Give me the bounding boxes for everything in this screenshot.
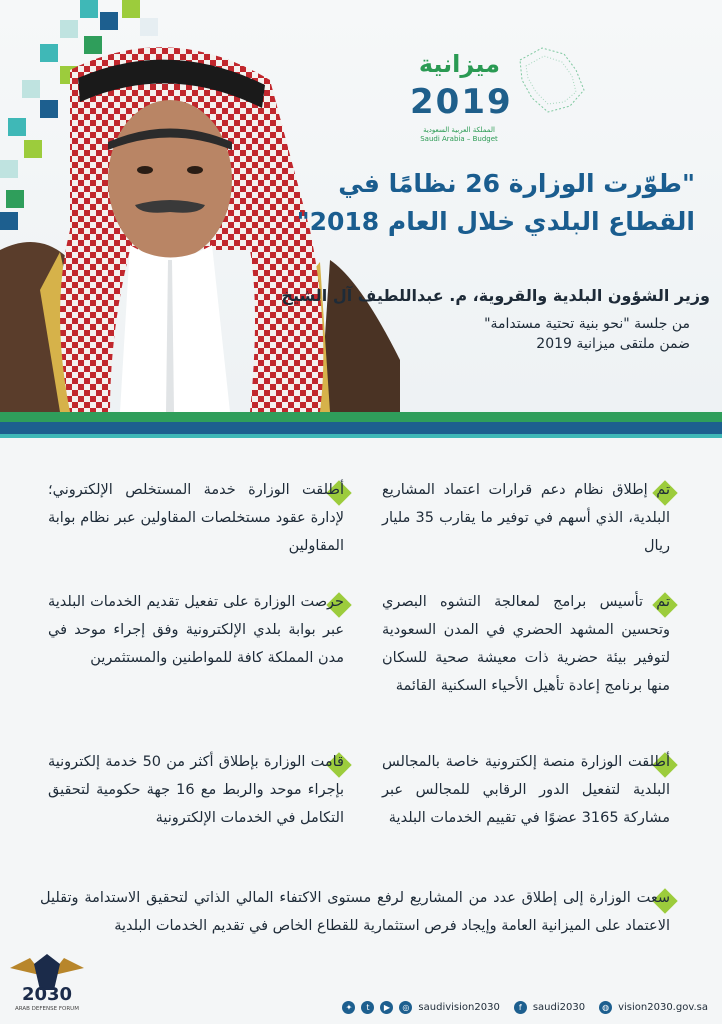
twitter-icon[interactable]: t	[361, 1001, 374, 1014]
achievements-section	[0, 438, 722, 988]
point-item: أطلقت الوزارة خدمة المستخلص الإلكتروني؛ لإدارة عقود مستخلصات المقاولين عبر نظام بوابة المقاولين	[48, 482, 344, 554]
header-banner	[0, 0, 722, 412]
blue-stripe	[0, 422, 722, 434]
logo-arabic-caption: المملكة العربية السعودية	[423, 126, 495, 134]
logo-english-caption: Saudi Arabia – Budget	[420, 135, 498, 143]
social-handle[interactable]: saudivision2030	[418, 1001, 500, 1013]
youtube-icon[interactable]: ▶	[380, 1001, 393, 1014]
green-stripe	[0, 412, 722, 422]
point-item: تم تأسيس برامج لمعالجة التشوه البصري وتحسين المشهد الحضري في المدن السعودية لتوفير بيئة حضرية ذات معيشة صحية للسكان منها برنامج إعادة تأهيل الأحياء السكنية القائمة	[382, 594, 670, 694]
logo-word: ميزانية	[418, 50, 500, 78]
speaker-name: وزير الشؤون البلدية والقروية، م. عبداللطيف آل الشيخ	[281, 286, 710, 305]
social-links	[342, 998, 708, 1016]
forum-name: ARAB DEFENSE FORUM	[15, 1006, 79, 1012]
saudi-map-icon	[512, 40, 592, 120]
session-event: ضمن ملتقى ميزانية 2019	[536, 336, 690, 352]
session-info	[330, 314, 690, 354]
website-link[interactable]: vision2030.gov.sa	[618, 1001, 708, 1013]
point-item: قامت الوزارة بإطلاق أكثر من 50 خدمة إلكترونية بإجراء موحد والربط مع 16 جهة حكومية لتحقيق التكامل في الخدمات الإلكترونية	[48, 754, 344, 826]
snapchat-icon[interactable]: ✦	[342, 1001, 355, 1014]
footer-bar	[0, 988, 722, 1024]
point-item: حرصت الوزارة على تفعيل تقديم الخدمات البلدية عبر بوابة بلدي الإلكترونية وفق إجراء موحد في مدن المملكة كافة للمواطنين والمستثمرين	[48, 594, 344, 666]
logo-year: 2019	[410, 82, 513, 122]
point-item: أطلقت الوزارة منصة إلكترونية خاصة بالمجالس البلدية لتفعيل الدور الرقابي للمجالس عبر مشاركة 3165 عضوًا في تقييم الخدمات البلدية	[382, 754, 670, 826]
budget-2019-logo	[400, 38, 610, 148]
forum-number: 2030	[21, 984, 73, 1005]
globe-icon[interactable]: ◍	[599, 1001, 612, 1014]
facebook-icon[interactable]: f	[514, 1001, 527, 1014]
facebook-handle[interactable]: saudi2030	[532, 1001, 586, 1013]
session-title: من جلسة "نحو بنية تحتية مستدامة"	[484, 316, 690, 332]
headline-quote: "طوّرت الوزارة 26 نظامًا في القطاع البلدي خلال العام 2018"	[296, 169, 695, 236]
point-item: تم إطلاق نظام دعم قرارات اعتماد المشاريع البلدية، الذي أسهم في توفير ما يقارب 35 مليار ريال	[382, 482, 670, 554]
instagram-icon[interactable]: ◎	[399, 1001, 412, 1014]
point-item: سعت الوزارة إلى إطلاق عدد من المشاريع لرفع مستوى الاكتفاء المالي الذاتي لتحقيق الاستدامة وتقليل الاعتماد على الميزانية العامة وإيجاد فرص استثمارية للقطاع الخاص في تقديم الخدمات البلدية	[40, 890, 670, 934]
